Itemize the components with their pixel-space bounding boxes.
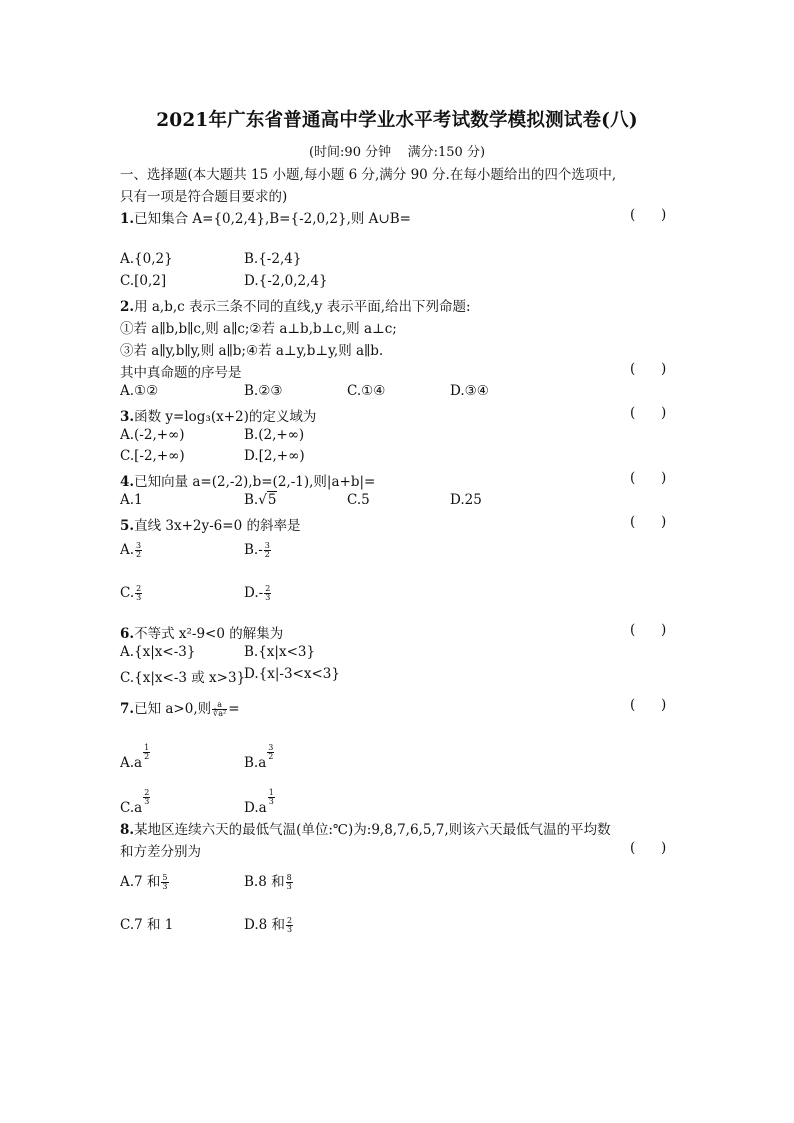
section-heading-line2: 只有一项是符合题目要求的)	[120, 189, 288, 205]
option-c: C.①④	[347, 383, 386, 399]
question-3	[120, 405, 316, 425]
question-number: 5.	[120, 518, 135, 534]
option-c: C.[-2,+∞)	[120, 448, 185, 464]
question-text: 某地区连续六天的最低气温(单位:℃)为:9,8,7,6,5,7,则该六天最低气温的平均数	[134, 822, 611, 838]
answer-paren-3: ( )	[630, 405, 667, 421]
answer-paren-1: ( )	[630, 207, 667, 223]
option-d: D.{x|-3<x<3}	[244, 666, 340, 682]
question-number: 4.	[120, 474, 135, 490]
question-number: 8.	[120, 822, 135, 838]
question-2-ask: 其中真命题的序号是	[120, 365, 242, 381]
option-c: C.a $\frac{2}{3}$	[120, 788, 150, 816]
option-b: B.{-2,4}	[244, 251, 302, 267]
option-b: B.8 和 $\frac{8}{3}$	[244, 873, 292, 891]
question-number: 3.	[120, 409, 135, 425]
option-d: D.③④	[450, 383, 489, 399]
answer-paren-4: ( )	[630, 470, 667, 486]
option-a: A.{0,2}	[120, 251, 173, 267]
question-1	[120, 207, 411, 227]
option-c: C.{x|x<-3 或 x>3}	[120, 670, 246, 686]
question-text: 直线 3x+2y-6=0 的斜率是	[134, 518, 301, 534]
question-4	[120, 470, 375, 490]
section-heading-line1: 一、选择题(本大题共 15 小题,每小题 6 分,满分 90 分.在每小题给出的四个选项中,	[120, 167, 617, 183]
question-6	[120, 622, 283, 642]
option-b: B.②③	[244, 383, 283, 399]
option-d: D.25	[450, 492, 482, 508]
sqrt-symbol: √5	[258, 492, 277, 508]
question-text: 函数 y=log₃(x+2)的定义域为	[134, 409, 317, 425]
option-b: B.- $\frac{3}{2}$	[244, 541, 270, 559]
option-c: C. $\frac{2}{3}$	[120, 584, 142, 602]
option-a: A.1	[120, 492, 143, 508]
question-number: 7.	[120, 701, 135, 717]
option-c: C.7 和 1	[120, 917, 174, 933]
question-number: 6.	[120, 626, 135, 642]
question-text: 已知集合 A={0,2,4},B={-2,0,2},则 A∪B=	[134, 211, 411, 227]
question-number: 2.	[120, 299, 135, 315]
option-c: C.5	[347, 492, 370, 508]
fraction: $\frac{a}{\text{∛a²}}$	[213, 700, 227, 718]
question-number: 1.	[120, 211, 135, 227]
option-a: A.(-2,+∞)	[120, 427, 185, 443]
proposition-line-2: ③若 a∥y,b∥y,则 a∥b;④若 a⊥y,b⊥y,则 a∥b.	[120, 343, 384, 359]
question-text: 已知向量 a=(2,-2),b=(2,-1),则|a+b|=	[134, 474, 376, 490]
option-b: B.√5	[244, 492, 277, 508]
option-b: B.{x|x<3}	[244, 644, 316, 660]
question-2	[120, 295, 471, 315]
option-a: A.{x|x<-3}	[120, 644, 196, 660]
answer-paren-5: ( )	[630, 514, 667, 530]
exam-time-score: (时间:90 分钟 满分:150 分)	[308, 145, 486, 160]
answer-paren-6: ( )	[630, 622, 667, 638]
question-8	[120, 818, 611, 838]
option-a: A.①②	[120, 383, 159, 399]
answer-paren-2: ( )	[630, 361, 667, 377]
option-a: A. $\frac{3}{2}$	[120, 541, 142, 559]
option-b: B.(2,+∞)	[244, 427, 305, 443]
option-c: C.[0,2]	[120, 273, 167, 289]
answer-paren-8: ( )	[630, 840, 667, 856]
option-d: D.a $\frac{1}{3}$	[244, 788, 274, 816]
option-d: D.8 和 $\frac{2}{3}$	[244, 916, 293, 934]
option-b: B.a $\frac{3}{2}$	[244, 743, 274, 771]
question-7: 7.已知 a>0,则 $\frac{a}{\text{∛a²}}$ =	[120, 700, 240, 718]
option-d: D.- $\frac{2}{3}$	[244, 584, 271, 602]
option-d: D.[2,+∞)	[244, 448, 305, 464]
answer-paren-7: ( )	[630, 697, 667, 713]
question-text: 不等式 x²-9<0 的解集为	[134, 626, 284, 642]
question-5	[120, 514, 300, 534]
question-text: 用 a,b,c 表示三条不同的直线,y 表示平面,给出下列命题:	[134, 299, 471, 315]
option-a: A.7 和 $\frac{5}{3}$	[120, 873, 168, 891]
option-a: A.a $\frac{1}{2}$	[120, 743, 150, 771]
proposition-line-1: ①若 a∥b,b∥c,则 a∥c;②若 a⊥b,b⊥c,则 a⊥c;	[120, 321, 397, 337]
question-8-line2: 和方差分别为	[120, 844, 201, 860]
page-title: 2021年广东省普通高中学业水平考试数学模拟测试卷(八)	[156, 110, 638, 131]
option-d: D.{-2,0,2,4}	[244, 273, 328, 289]
